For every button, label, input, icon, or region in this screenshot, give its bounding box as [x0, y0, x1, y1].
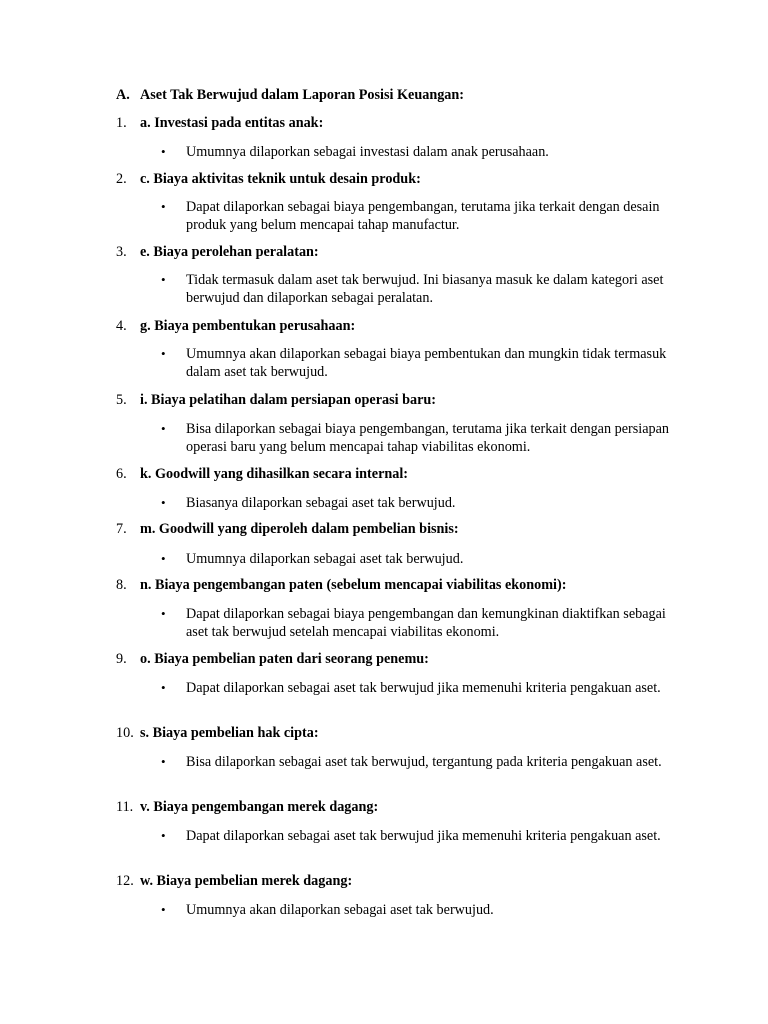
- list-item-heading: k. Goodwill yang dihasilkan secara internal:: [140, 466, 409, 482]
- description-text: Dapat dilaporkan sebagai biaya pengembangan dan kemungkinan diaktifkan sebagai aset tak berwujud setelah mencapai viabilitas ekonomi.: [186, 606, 666, 640]
- list-item-heading: m. Goodwill yang diperoleh dalam pembelian bisnis:: [140, 521, 459, 537]
- list-item-number: 4.: [116, 318, 127, 334]
- list-item-heading: s. Biaya pembelian hak cipta:: [140, 725, 319, 741]
- description-text: Tidak termasuk dalam aset tak berwujud. Ini biasanya masuk ke dalam kategori aset berwujud dan dilaporkan sebagai peralatan.: [186, 272, 664, 306]
- list-item-description: [161, 550, 686, 568]
- description-text: Dapat dilaporkan sebagai aset tak berwujud jika memenuhi kriteria pengakuan aset.: [186, 680, 661, 696]
- list-item-number: 10.: [116, 725, 134, 741]
- bullet-icon: •: [161, 272, 166, 287]
- description-text: Umumnya akan dilaporkan sebagai biaya pembentukan dan mungkin tidak termasuk dalam aset tak berwujud.: [186, 346, 667, 380]
- list-item-heading: g. Biaya pembentukan perusahaan:: [140, 318, 356, 334]
- bullet-icon: •: [161, 551, 166, 566]
- list-item-description: [161, 494, 686, 512]
- list-item-heading: w. Biaya pembelian merek dagang:: [140, 873, 353, 889]
- list-item-heading: o. Biaya pembelian paten dari seorang penemu:: [140, 651, 429, 667]
- bullet-icon: •: [161, 902, 166, 917]
- description-text: Bisa dilaporkan sebagai aset tak berwujud, tergantung pada kriteria pengakuan aset.: [186, 754, 662, 770]
- list-item-number: 3.: [116, 244, 127, 260]
- list-item-number: 12.: [116, 873, 134, 889]
- list-item-number: 8.: [116, 577, 127, 593]
- list-item-title: [116, 392, 436, 409]
- list-item-title: [116, 651, 429, 668]
- bullet-icon: •: [161, 144, 166, 159]
- list-item-heading: e. Biaya perolehan peralatan:: [140, 244, 319, 260]
- description-text: Umumnya akan dilaporkan sebagai aset tak berwujud.: [186, 902, 494, 918]
- list-item-title: [116, 725, 319, 742]
- description-text: Umumnya dilaporkan sebagai investasi dalam anak perusahaan.: [186, 144, 549, 160]
- list-item-number: 1.: [116, 115, 127, 131]
- description-text: Dapat dilaporkan sebagai biaya pengembangan, terutama jika terkait dengan desain produk yang belum mencapai tahap manufactur.: [186, 199, 660, 233]
- list-item-title: [116, 244, 319, 261]
- description-text: Biasanya dilaporkan sebagai aset tak berwujud.: [186, 495, 456, 511]
- list-item-description: [161, 420, 686, 456]
- bullet-icon: •: [161, 754, 166, 769]
- list-item-description: [161, 753, 686, 771]
- list-item-title: [116, 466, 408, 483]
- list-item-heading: v. Biaya pengembangan merek dagang:: [140, 799, 379, 815]
- section-heading: [116, 87, 464, 104]
- list-item-number: 2.: [116, 171, 127, 187]
- list-item-title: [116, 318, 355, 335]
- section-heading-text: Aset Tak Berwujud dalam Laporan Posisi Keuangan:: [140, 87, 465, 103]
- bullet-icon: •: [161, 199, 166, 214]
- list-item-description: [161, 827, 686, 845]
- bullet-icon: •: [161, 606, 166, 621]
- list-item-heading: i. Biaya pelatihan dalam persiapan operasi baru:: [140, 392, 437, 408]
- description-text: Umumnya dilaporkan sebagai aset tak berwujud.: [186, 551, 464, 567]
- list-item-title: [116, 577, 566, 594]
- description-text: Dapat dilaporkan sebagai aset tak berwujud jika memenuhi kriteria pengakuan aset.: [186, 828, 661, 844]
- bullet-icon: •: [161, 346, 166, 361]
- list-item-number: 7.: [116, 521, 127, 537]
- list-item-number: 9.: [116, 651, 127, 667]
- list-item-description: [161, 345, 686, 381]
- bullet-icon: •: [161, 680, 166, 695]
- list-item-title: [116, 521, 459, 538]
- list-item-number: 5.: [116, 392, 127, 408]
- list-item-description: [161, 901, 686, 919]
- bullet-icon: •: [161, 495, 166, 510]
- list-item-title: [116, 873, 352, 890]
- bullet-icon: •: [161, 421, 166, 436]
- bullet-icon: •: [161, 828, 166, 843]
- list-item-number: 6.: [116, 466, 127, 482]
- list-item-description: [161, 605, 686, 641]
- list-item-title: [116, 115, 323, 132]
- list-item-heading: c. Biaya aktivitas teknik untuk desain produk:: [140, 171, 421, 187]
- list-item-title: [116, 799, 378, 816]
- list-item-description: [161, 198, 686, 234]
- list-item-description: [161, 271, 686, 307]
- list-item-number: 11.: [116, 799, 134, 815]
- list-item-description: [161, 679, 686, 697]
- list-item-title: [116, 171, 421, 188]
- list-item-heading: n. Biaya pengembangan paten (sebelum mencapai viabilitas ekonomi):: [140, 577, 567, 593]
- description-text: Bisa dilaporkan sebagai biaya pengembangan, terutama jika terkait dengan persiapan operasi baru yang belum mencapai tahap viabilitas ekonomi.: [186, 421, 669, 455]
- section-marker: A.: [116, 87, 130, 103]
- list-item-description: [161, 143, 686, 161]
- list-item-heading: a. Investasi pada entitas anak:: [140, 115, 324, 131]
